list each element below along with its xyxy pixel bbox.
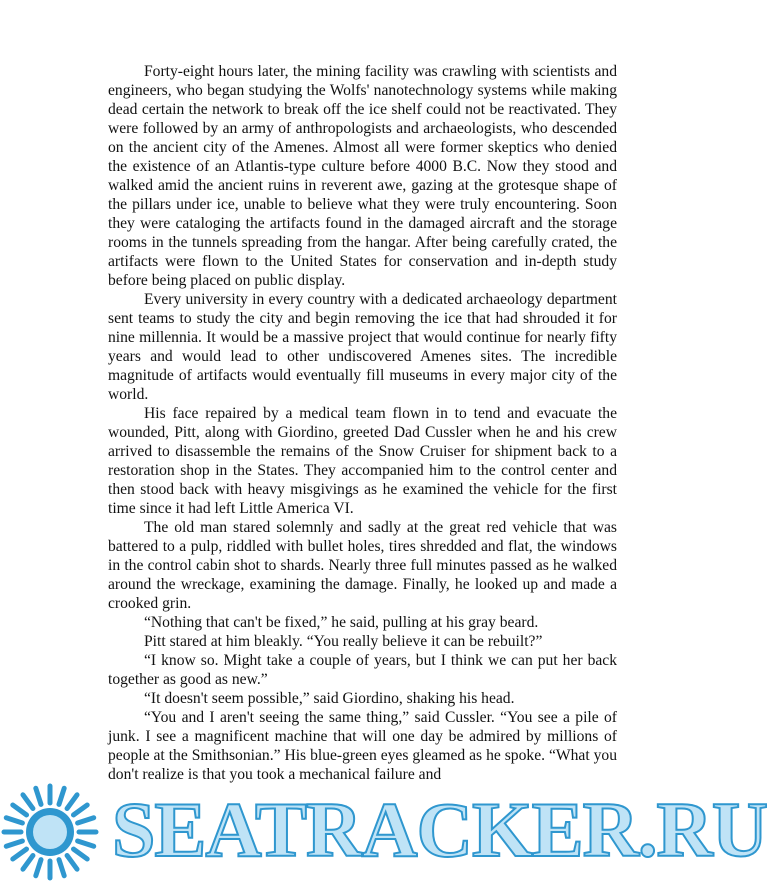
sun-ray <box>13 849 27 859</box>
sun-burst-icon <box>0 770 110 888</box>
sun-ray <box>6 841 22 846</box>
paragraph-7: “I know so. Might take a couple of years, but I think we can put her back together as good as new.” <box>108 652 617 688</box>
paragraph-1: Forty-eight hours later, the mining facility was crawling with scientists and engineers, who began studying the Wolfs' nanotechnology systems while making dead certain the network to break off the ice shelf could not be reactivated. They were followed by an army of anthropologists and archaeologists, who descended on the ancient city of the Amenes. Almost all were former skeptics who denied the existence of an Atlantis-type culture before 4000 B.C. Now they stood and walked amid the ancient ruins in reverent awe, gazing at the grotesque shape of the pillars under ice, unable to believe what they were truly encountering. Soon they were cataloging the artifacts found in the damaged aircraft and the storage rooms in the tunnels spreading from the hangar. After being carefully crated, the artifacts were flown to the United States for conservation and in-depth study before being placed on public display. <box>108 63 617 289</box>
sun-ray <box>73 805 87 815</box>
sun-ray <box>78 841 94 846</box>
sun-ray <box>13 805 27 815</box>
paragraph-5: “Nothing that can't be fixed,” he said, pulling at his gray beard. <box>144 614 539 631</box>
sun-ray <box>59 860 64 876</box>
watermark-text: SEATRACKER.RU <box>112 786 767 873</box>
sun-ray <box>67 795 77 809</box>
sun-ray <box>36 788 41 804</box>
sun-ray <box>67 855 77 869</box>
paragraph-2: Every university in every country with a dedicated archaeology department sent teams to study the city and begin removing the ice that had shrouded it for nine millennia. It would be a massive project that would continue for nearly fifty years and would lead to other undiscovered Amenes sites. The incredible magnitude of artifacts would eventually fill museums in every major city of the world. <box>108 291 617 403</box>
sun-ray <box>73 849 87 859</box>
paragraph-8: “It doesn't seem possible,” said Giordino, shaking his head. <box>144 690 515 707</box>
sun-ray <box>23 855 33 869</box>
book-page-text <box>108 62 617 784</box>
sun-ray <box>23 795 33 809</box>
paragraph-4: The old man stared solemnly and sadly at the great red vehicle that was battered to a pulp, riddled with bullet holes, tires shredded and flat, the windows in the control cabin shot to shards. Nearly three full minutes passed as he walked around the wreckage, examining the damage. Finally, he looked up and made a crooked grin. <box>108 519 617 612</box>
sun-ray <box>78 818 94 823</box>
sun-ray <box>59 788 64 804</box>
sun-ray <box>36 860 41 876</box>
paragraph-9: “You and I aren't seeing the same thing,” said Cussler. “You see a pile of junk. I see a magnificent machine that will one day be admired by millions of people at the Smithsonian.” His blue-green eyes gleamed as he spoke. “What you don't realize is that you took a mechanical failure and <box>108 709 617 783</box>
sun-ray <box>6 818 22 823</box>
paragraph-6: Pitt stared at him bleakly. “You really believe it can be rebuilt?” <box>144 633 543 650</box>
paragraph-3: His face repaired by a medical team flown in to tend and evacuate the wounded, Pitt, along with Giordino, greeted Dad Cussler when he and his crew arrived to disassemble the remains of the Snow Cruiser for shipment back to a restoration shop in the States. They accompanied him to the control center and then stood back with heavy misgivings as he examined the vehicle for the first time since it had left Little America VI. <box>108 405 617 517</box>
